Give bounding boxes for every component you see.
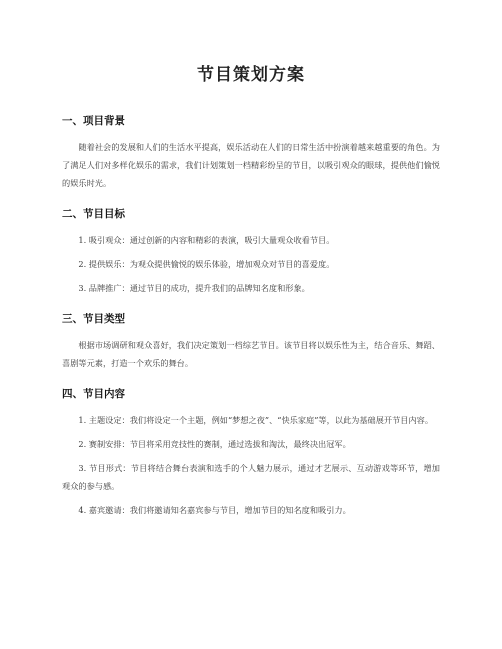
list-item: 2. 赛制安排：节目将采用竞技性的赛制，通过选拔和淘汰，最终决出冠军。 (78, 439, 351, 449)
section-heading: 三、节目类型 (62, 313, 125, 325)
list-item: 2. 提供娱乐：为观众提供愉悦的娱乐体验，增加观众对节目的喜爱度。 (78, 259, 335, 269)
section-paragraph: 随着社会的发展和人们的生活水平提高，娱乐活动在人们的日常生活中扮演着越来越重要的角色。为了满足人们对多样化娱乐的需求，我们计划策划一档精彩纷呈的节目，以吸引观众的眼球，提供他们愉悦的娱乐时光。 (62, 142, 440, 188)
list-item: 1. 吸引观众：通过创新的内容和精彩的表演，吸引大量观众收看节目。 (78, 235, 335, 245)
document-title: 节目策划方案 (197, 65, 305, 85)
section-heading: 二、节目目标 (62, 208, 125, 220)
section-background (62, 113, 440, 192)
section-heading: 一、项目背景 (62, 115, 125, 127)
section-goals (62, 206, 440, 297)
section-paragraph: 根据市场调研和观众喜好，我们决定策划一档综艺节目。该节目将以娱乐性为主，结合音乐、舞蹈、喜剧等元素，打造一个欢乐的舞台。 (62, 340, 440, 368)
list-item: 1. 主题设定：我们将设定一个主题，例如“梦想之夜”、“快乐家庭”等，以此为基础展开节目内容。 (78, 415, 434, 425)
section-heading: 四、节目内容 (62, 388, 125, 400)
section-type (62, 311, 440, 372)
list-item: 3. 节目形式：节目将结合舞台表演和选手的个人魅力展示，通过才艺展示、互动游戏等环节，增加观众的参与感。 (62, 463, 440, 491)
list-item: 4. 嘉宾邀请：我们将邀请知名嘉宾参与节目，增加节目的知名度和吸引力。 (78, 505, 351, 515)
list-item: 3. 品牌推广：通过节目的成功，提升我们的品牌知名度和形象。 (78, 283, 310, 293)
section-content (62, 386, 440, 519)
